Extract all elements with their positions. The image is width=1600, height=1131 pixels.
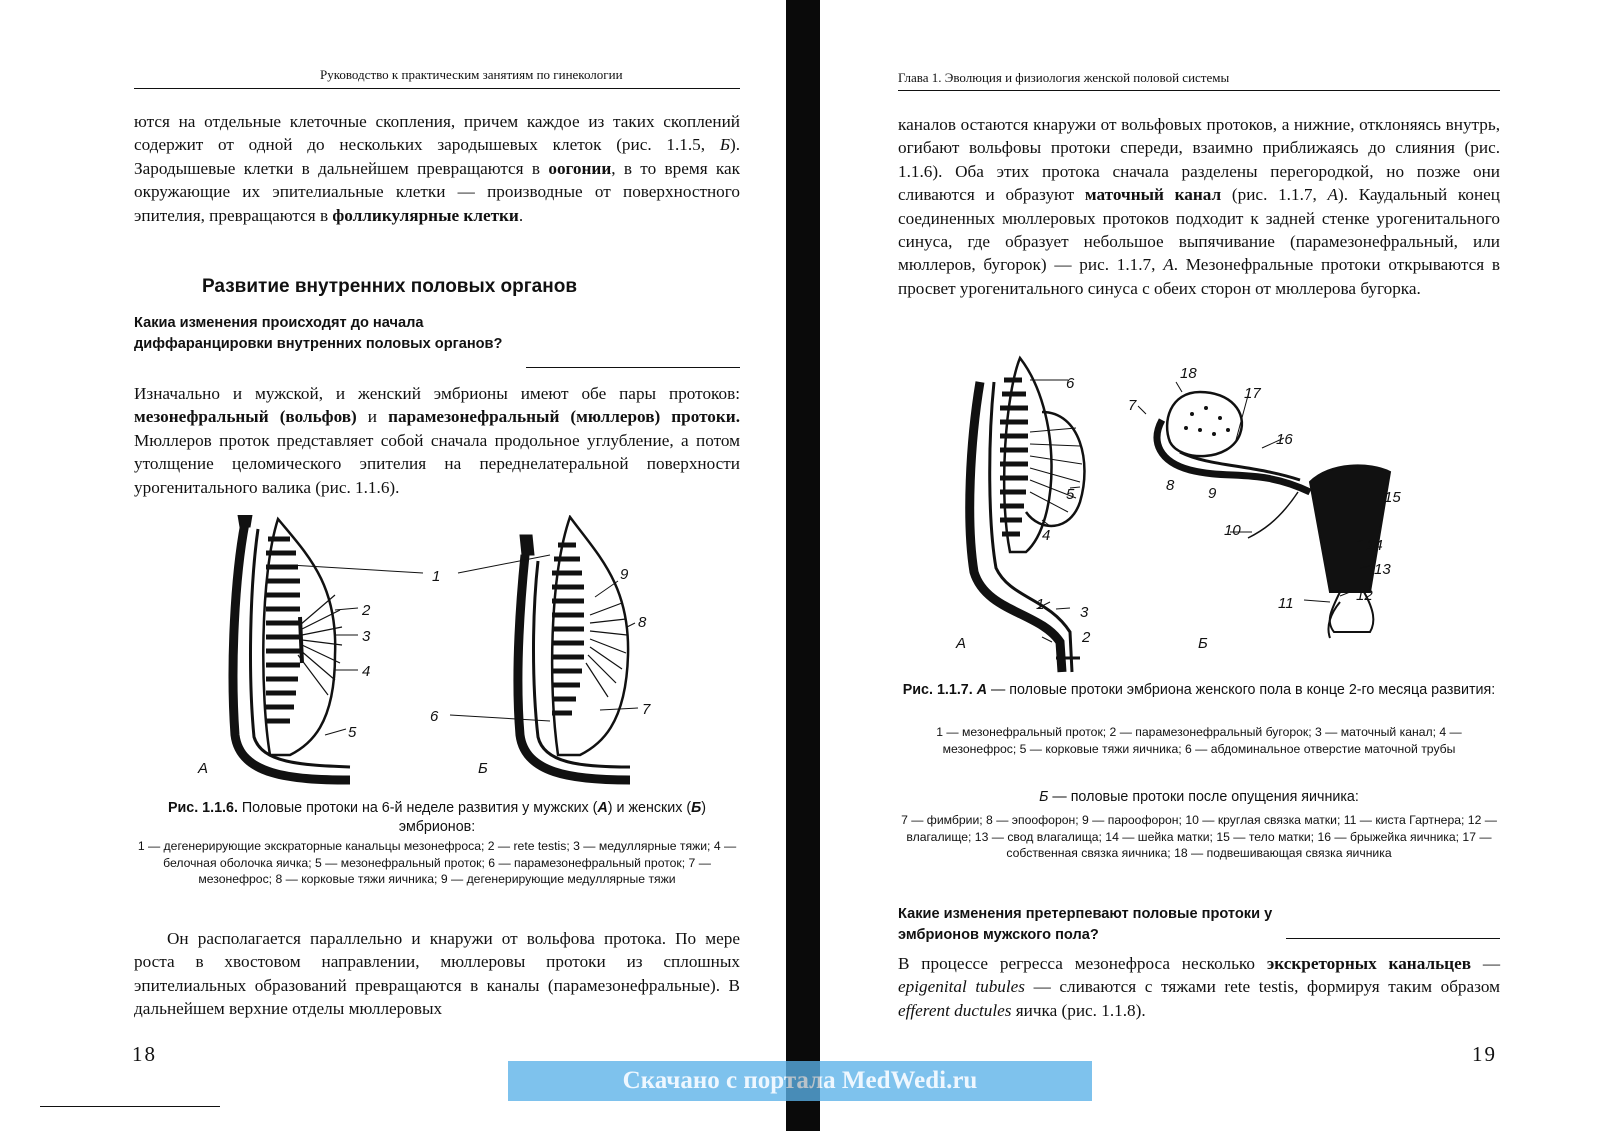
figure-a-female-ducts: [970, 358, 1085, 672]
fig6-label-3: 3: [362, 628, 371, 645]
left-paragraph-1: ются на отдельные клеточные скопления, причем каждое из таких скоплений содержит от одной до нескольких зародышевых клеток (рис. 1.1.5, Б). Зародышевые клетки в дальнейшем превращаются в оогонии, в то время как окружающие их эпителиальные клетки — производные от поверхностного эпителия, превращаются в фолликулярные клетки.: [134, 112, 741, 225]
fig7-label-7: 7: [1128, 397, 1137, 414]
left-header-rule: [134, 88, 740, 89]
figure-1-1-7-subtitle-b: Б — половые протоки после опущения яичника:: [1039, 789, 1359, 805]
figure-1-1-6-legend: 1 — дегенерирующие экскраторные канальцы мезонефроса; 2 — rete testis; 3 — медуллярные тяжи; 4 — белочная оболочка яичка; 5 — мезонефральный проток; 6 — парамезонефральный проток; 7 — мезонефрос; 8 — корковые тяжи яичника; 9 — дегенерирующие медуллярные тяжи: [137, 839, 737, 886]
right-running-head: Глава 1. Эволюция и физиология женской половой системы: [898, 70, 1230, 85]
left-paragraph-3: Он располагается параллельно и кнаружи от вольфова протока. По мере роста в хвостовом направлении, мюллеровы протоки из сплошных эпителиальных образований превращаются в каналы (парамезонефральные). В дальнейшем верхние отделы мюллеровых: [134, 929, 740, 1019]
figure-1-1-7-legend-a: 1 — мезонефральный проток; 2 — парамезонефральный бугорок; 3 — маточный канал; 4 — мезонефрос; 5 — корковые тяжи яичника; 6 — абдоминальное отверстие маточной трубы: [936, 725, 1462, 756]
fig7-label-3: 3: [1080, 604, 1089, 621]
right-question-rule: [1286, 938, 1500, 939]
right-paragraph-2: В процессе регресса мезонефроса несколько экскреторных канальцев — epigenital tubules — сливаются с тяжами rete testis, формируя таким образом efferent ductules яичка (рис. 1.1.8).: [898, 954, 1501, 1020]
fig7-label-9: 9: [1208, 485, 1217, 502]
left-running-head: Руководство к практическим занятиям по гинекологии: [320, 67, 623, 82]
fig7-label-4: 4: [1042, 527, 1051, 544]
fig7-label-2: 2: [1082, 629, 1091, 646]
fig7-label-17: 17: [1244, 385, 1261, 402]
fig6-label-b: Б: [478, 760, 488, 777]
left-question: Какиа изменения происходят до начала диффаранцировки внутренних половых органов?: [134, 315, 503, 352]
figure-1-1-7-legend-b: 7 — фимбрии; 8 — эпоофорон; 9 — пароофорон; 10 — круглая связка матки; 11 — киста Гартнера; 12 — влагалище; 13 — свод влагалища; 14 — шейка матки; 15 — тело матки; 16 — брыжейка яичника; 17 — собственная связка яичника; 18 — подвешивающая связка яичника: [901, 813, 1497, 860]
fig7-label-b: Б: [1198, 635, 1208, 652]
bottom-scan-rule: [40, 1106, 220, 1107]
fig6-label-6: 6: [430, 708, 439, 725]
left-question-rule: [526, 367, 740, 368]
section-heading: Развитие внутренних половых органов: [202, 276, 578, 297]
fig6-label-1: 1: [432, 568, 441, 585]
fig7-label-12: 12: [1356, 587, 1373, 604]
fig7-label-6: 6: [1066, 375, 1075, 392]
fig7-label-1: 1: [1036, 596, 1045, 613]
figure-1-1-7-caption-title: Рис. 1.1.7. А — половые протоки эмбриона женского пола в конце 2-го месяца развития:: [902, 682, 1496, 698]
fig6-label-9: 9: [620, 566, 629, 583]
figure-1-1-6: [130, 515, 740, 795]
fig7-label-13: 13: [1374, 561, 1391, 578]
fig7-label-16: 16: [1276, 431, 1293, 448]
fig6-label-8: 8: [638, 614, 647, 631]
fig6-label-7: 7: [642, 701, 651, 718]
figure-1-1-6-leader-lines: [290, 555, 638, 735]
watermark-banner: Скачано с портала MedWedi.ru: [508, 1061, 1092, 1101]
fig7-label-10: 10: [1224, 522, 1241, 539]
fig6-label-4: 4: [362, 663, 371, 680]
fig7-label-18: 18: [1180, 365, 1197, 382]
fig7-label-11: 11: [1278, 595, 1294, 612]
fig7-label-8: 8: [1166, 477, 1175, 494]
fig7-label-5: 5: [1066, 486, 1075, 503]
fig7-label-15: 15: [1384, 489, 1401, 506]
figure-a-male-duct: [233, 515, 350, 780]
right-page-number: 19: [1472, 1042, 1497, 1066]
figure-1-1-7: [930, 352, 1450, 682]
fig7-label-14: 14: [1366, 537, 1383, 554]
right-header-rule: [898, 90, 1500, 91]
fig6-label-2: 2: [362, 602, 371, 619]
fig6-label-5: 5: [348, 724, 357, 741]
fig7-label-a: А: [956, 635, 967, 652]
book-spine: [786, 0, 820, 1131]
fig6-label-a: А: [198, 760, 209, 777]
figure-1-1-6-caption-title: Рис. 1.1.6. Половые протоки на 6-й неделе развития у мужских (А) и женских (Б) эмбрионов:: [167, 800, 707, 835]
right-paragraph-1: каналов остаются кнаружи от вольфовых протоков, а нижние, отклоняясь внутрь, огибают вольфовы протоки спереди, взаимно приближаясь до слияния (рис. 1.1.6). Оба этих протока сначала разделены перегородкой, но позже они сливаются и образуют маточный канал (рис. 1.1.7, А). Каудальный конец соединенных мюллеровых протоков подходит к задней стенке урогенитального синуса, где образует небольшое выпячивание (парамезонефральный, или мюллеров, бугорок) — рис. 1.1.7, А. Мезонефральные протоки открываются в просвет урогенитального синуса с обеих сторон от мюллерова бугорка.: [898, 115, 1500, 298]
figure-b-female-duct: [518, 517, 630, 780]
left-page-number: 18: [132, 1042, 157, 1066]
right-question: Какие изменения претерпевают половые протоки у эмбрионов мужского пола?: [898, 906, 1273, 943]
left-paragraph-2: Изначально и мужской, и женский эмбрионы имеют обе пары протоков: мезонефральный (вольфов) и парамезонефральный (мюллеров) протоки. Мюллеров проток представляет собой сначала продольное углубление, а потом утолщение целомического эпителия на переднелатеральной поверхности урогенитального валика (рис. 1.1.6).: [134, 384, 740, 497]
